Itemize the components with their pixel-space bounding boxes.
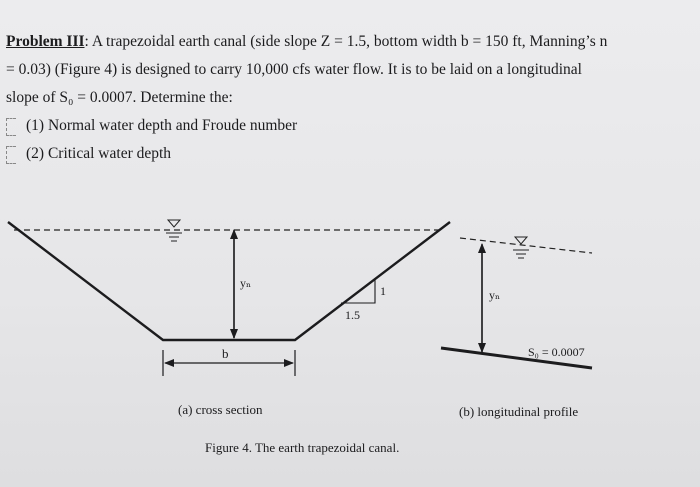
problem-line-3: slope of S₀ = 0.0007. Determine the:: [6, 89, 233, 106]
longitudinal-profile-diagram: [441, 237, 592, 419]
bed-slope-label: S₀ = 0.0007: [528, 345, 585, 359]
water-surface-line: [460, 238, 592, 253]
slope-rise-label: 1: [380, 284, 386, 298]
problem-line-1-text: : A trapezoidal earth canal (side slope Z = 1.5, bottom width b = 150 ft, Manning’s n: [84, 33, 608, 50]
normal-depth-label: yₙ: [240, 276, 252, 290]
bottom-width-label: b: [222, 346, 229, 361]
cross-section-caption: (a) cross section: [178, 402, 263, 417]
water-surface-symbol: [513, 237, 529, 258]
cross-section-diagram: [8, 220, 450, 417]
profile-depth-label: yₙ: [489, 288, 501, 302]
slope-run-label: 1.5: [345, 308, 360, 322]
question-item-1-text: (1) Normal water depth and Froude number: [26, 117, 298, 134]
trapezoid-section: [8, 222, 450, 340]
figure-caption: Figure 4. The earth trapezoidal canal.: [205, 440, 400, 455]
profile-caption: (b) longitudinal profile: [459, 404, 579, 419]
problem-label: Problem III: [6, 33, 85, 50]
problem-line-2: = 0.03) (Figure 4) is designed to carry 10,000 cfs water flow. It is to be laid on a longitudinal: [6, 61, 582, 78]
question-item-2-text: (2) Critical water depth: [26, 145, 172, 162]
